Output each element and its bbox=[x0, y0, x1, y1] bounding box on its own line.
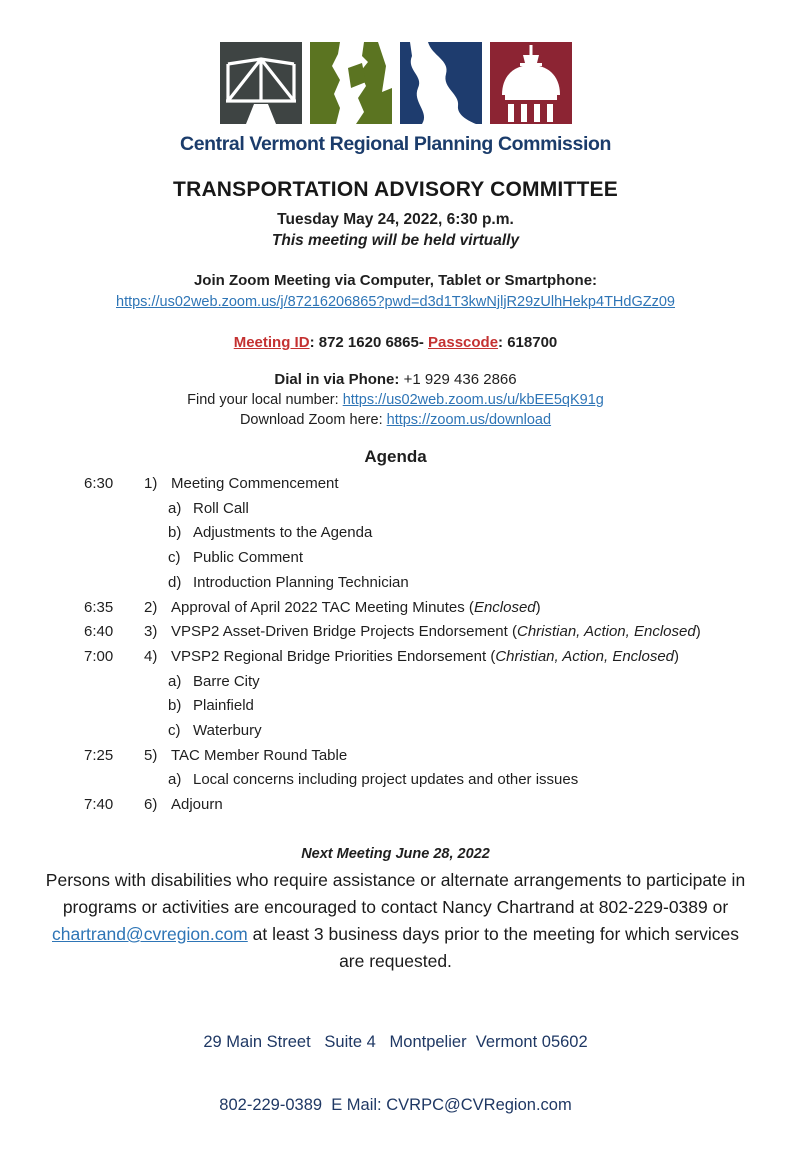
org-name: Central Vermont Regional Planning Commission bbox=[180, 133, 611, 155]
dial-in-label: Dial in via Phone: bbox=[274, 371, 400, 388]
agenda-text: Plainfield bbox=[193, 697, 254, 715]
agenda-text: Approval of April 2022 TAC Meeting Minutes (Enclosed) bbox=[171, 598, 541, 616]
agenda-time bbox=[84, 670, 144, 695]
address-line-2: 802-229-0389 E Mail: CVRPC@CVRegion.com bbox=[219, 1095, 572, 1114]
agenda-marker: 2) bbox=[144, 598, 158, 616]
agenda-time: 6:35 bbox=[84, 598, 114, 616]
chartrand-email-link[interactable]: chartrand@cvregion.com bbox=[52, 923, 248, 944]
agenda-time bbox=[84, 571, 144, 596]
agenda-subitem-1a bbox=[84, 497, 791, 522]
agenda-item-2 bbox=[84, 596, 791, 621]
virtual-note: This meeting will be held virtually bbox=[271, 232, 520, 249]
agenda-text: Meeting Commencement bbox=[171, 475, 339, 492]
agenda-marker: b) bbox=[168, 697, 182, 715]
agenda-text: Local concerns including project updates and other issues bbox=[193, 771, 579, 789]
local-number-link[interactable]: https://us02web.zoom.us/u/kbEE5qK91g bbox=[342, 392, 604, 408]
accessibility-text-post: at least 3 business days prior to the meeting for which services are requested. bbox=[247, 923, 739, 971]
meeting-id-value: : 872 1620 6865- bbox=[309, 334, 428, 351]
cvrpc-logo-graphic bbox=[220, 42, 572, 124]
agenda-time: 6:30 bbox=[84, 475, 114, 492]
agenda-marker: 3) bbox=[144, 623, 158, 641]
agenda-marker: a) bbox=[168, 499, 182, 517]
agenda-time: 7:00 bbox=[84, 647, 114, 665]
local-number-line bbox=[0, 392, 791, 408]
agenda-time bbox=[84, 546, 144, 571]
agenda-text: Adjourn bbox=[171, 796, 223, 814]
agenda-item-1 bbox=[84, 472, 791, 497]
accessibility-text-pre: Persons with disabilities who require assistance or alternate arrangements to participate in programs or activities are encouraged to contact Nancy Chartrand at 802-229-0389 or bbox=[45, 869, 746, 917]
cvrpc-logo bbox=[0, 42, 791, 156]
dial-in-number: +1 929 436 2866 bbox=[399, 371, 517, 388]
agenda-item-5 bbox=[84, 744, 791, 769]
agenda-marker: c) bbox=[168, 722, 181, 740]
capitol-dome-icon bbox=[490, 42, 572, 124]
meeting-id-line bbox=[0, 334, 791, 351]
agenda-subitem-5a bbox=[84, 768, 791, 793]
agenda-marker: a) bbox=[168, 771, 182, 789]
agenda-text: TAC Member Round Table bbox=[171, 746, 348, 764]
agenda-time bbox=[84, 694, 144, 719]
passcode-value: : 618700 bbox=[498, 334, 558, 351]
agenda-time bbox=[84, 719, 144, 744]
dial-in-line bbox=[0, 371, 791, 388]
agenda-marker: a) bbox=[168, 672, 182, 690]
address-line-1: 29 Main Street Suite 4 Montpelier Vermont 05602 bbox=[203, 1032, 588, 1051]
download-zoom-label: Download Zoom here: bbox=[239, 412, 387, 428]
agenda-text: Waterbury bbox=[193, 722, 262, 740]
agenda-item-6 bbox=[84, 793, 791, 818]
zoom-meeting-link[interactable]: https://us02web.zoom.us/j/87216206865?pwd=d3d1T3kwNjljR29zUlhHekp4THdGZz09 bbox=[116, 294, 675, 310]
agenda-time: 7:40 bbox=[84, 796, 114, 814]
vermont-map-icon bbox=[310, 42, 392, 124]
agenda-marker: 1) bbox=[144, 475, 158, 492]
agenda-text: Barre City bbox=[193, 672, 260, 690]
agenda-text: VPSP2 Regional Bridge Priorities Endorsement (Christian, Action, Enclosed) bbox=[171, 647, 680, 665]
agenda-marker: 4) bbox=[144, 647, 158, 665]
agenda-time: 7:25 bbox=[84, 746, 114, 764]
local-number-label: Find your local number: bbox=[187, 392, 343, 408]
agenda-text: Roll Call bbox=[193, 499, 249, 517]
agenda-heading: Agenda bbox=[364, 447, 427, 466]
agenda-subitem-1d bbox=[84, 571, 791, 596]
bridge-icon bbox=[220, 42, 302, 124]
document-title: TRANSPORTATION ADVISORY COMMITTEE bbox=[173, 178, 618, 201]
meeting-datetime: Tuesday May 24, 2022, 6:30 p.m. bbox=[277, 211, 514, 228]
agenda-time: 6:40 bbox=[84, 623, 114, 641]
agenda-marker: b) bbox=[168, 524, 182, 542]
agenda-subitem-4c bbox=[84, 719, 791, 744]
agenda-marker: c) bbox=[168, 549, 181, 567]
passcode-label: Passcode bbox=[428, 334, 499, 351]
agenda-list bbox=[0, 472, 791, 818]
agenda-subitem-1c bbox=[84, 546, 791, 571]
agenda-text: VPSP2 Asset-Driven Bridge Projects Endorsement (Christian, Action, Enclosed) bbox=[171, 623, 701, 641]
agenda-text: Public Comment bbox=[193, 549, 304, 567]
accessibility-notice bbox=[40, 867, 752, 975]
agenda-item-3 bbox=[84, 620, 791, 645]
agenda-subitem-1b bbox=[84, 521, 791, 546]
download-zoom-line bbox=[0, 412, 791, 428]
join-zoom-heading: Join Zoom Meeting via Computer, Tablet or Smartphone: bbox=[193, 272, 598, 289]
agenda-text: Introduction Planning Technician bbox=[193, 573, 409, 591]
next-meeting-note: Next Meeting June 28, 2022 bbox=[301, 845, 490, 862]
agenda-marker: 5) bbox=[144, 746, 158, 764]
winding-road-icon bbox=[400, 42, 482, 124]
agenda-item-4 bbox=[84, 645, 791, 670]
agenda-time bbox=[84, 497, 144, 522]
agenda-time bbox=[84, 768, 144, 793]
agenda-marker: d) bbox=[168, 573, 182, 591]
agenda-time bbox=[84, 521, 144, 546]
agenda-marker: 6) bbox=[144, 796, 158, 814]
agenda-subitem-4b bbox=[84, 694, 791, 719]
agenda-subitem-4a bbox=[84, 670, 791, 695]
download-zoom-link[interactable]: https://zoom.us/download bbox=[386, 412, 552, 428]
footer-address bbox=[0, 990, 791, 1158]
meeting-id-label: Meeting ID bbox=[233, 334, 310, 351]
agenda-text: Adjustments to the Agenda bbox=[193, 524, 373, 542]
